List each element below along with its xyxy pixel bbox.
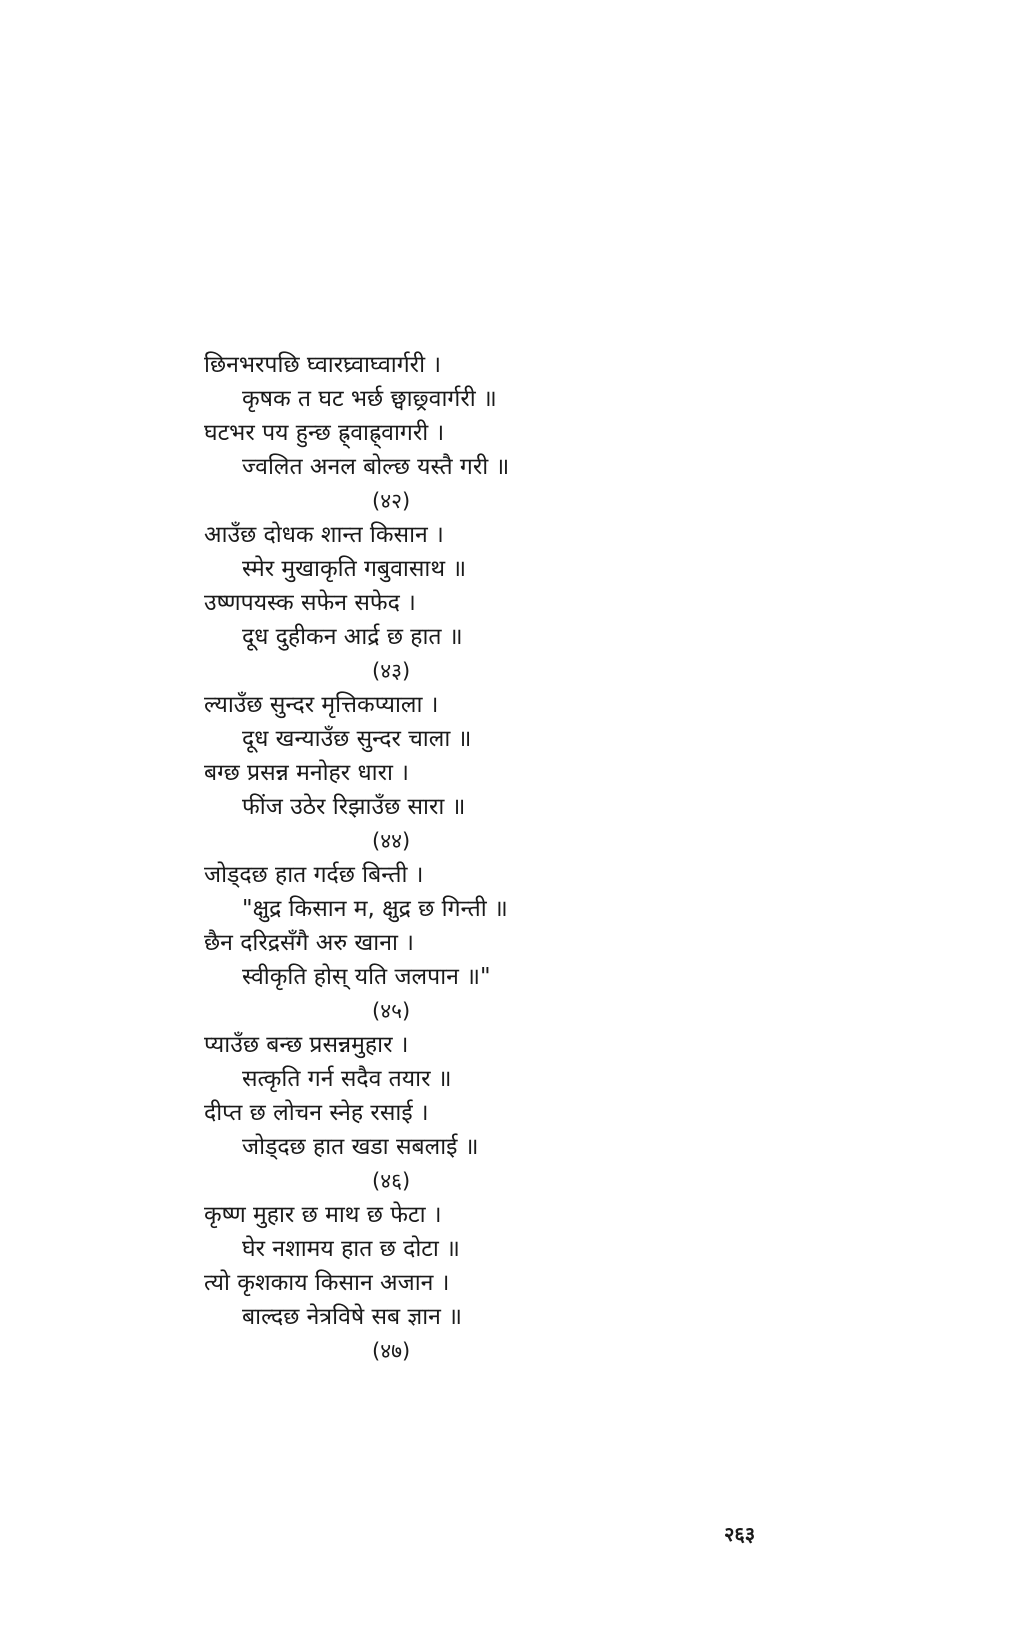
stanza-45 <box>204 858 604 1028</box>
verse-number: (४६) <box>372 1169 411 1193</box>
verse-number: (४२) <box>372 489 411 513</box>
verse-line: आउँछ दोधक शान्त किसान । <box>204 522 444 548</box>
verse-line: घेर नशामय हात छ दोटा ॥ <box>242 1236 460 1262</box>
verse-line: जोड्दछ हात गर्दछ बिन्ती । <box>204 862 424 888</box>
verse-number: (४३) <box>372 659 411 683</box>
stanza-43 <box>204 518 604 688</box>
verse-line: दीप्त छ लोचन स्नेह रसाई । <box>204 1100 429 1126</box>
stanza-47 <box>204 1198 604 1368</box>
verse-number: (४५) <box>372 999 411 1023</box>
verse-line: बाल्दछ नेत्रविषे सब ज्ञान ॥ <box>242 1304 463 1330</box>
verse-line: छैन दरिद्रसँगै अरु खाना । <box>204 930 414 956</box>
verse-line: ज्वलित अनल बोल्छ यस्तै गरी ॥ <box>242 454 510 480</box>
stanza-42 <box>204 348 604 518</box>
verse-number: (४४) <box>372 829 411 853</box>
verse-line: स्मेर मुखाकृति गबुवासाथ ॥ <box>242 556 467 582</box>
verse-line: दूध खन्याउँछ सुन्दर चाला ॥ <box>242 726 472 752</box>
verse-line: प्याउँछ बन्छ प्रसन्नमुहार । <box>204 1032 409 1058</box>
verse-line: त्यो कृशकाय किसान अजान । <box>204 1270 450 1296</box>
verse-line: कृषक त घट भर्छ छ्वाछ्र्वार्गरी ॥ <box>242 386 497 412</box>
verse-line: स्वीकृति होस् यति जलपान ॥" <box>242 964 491 990</box>
verse-line: कृष्ण मुहार छ माथ छ फेटा । <box>204 1202 442 1228</box>
stanza-44 <box>204 688 604 858</box>
verse-line: "क्षुद्र किसान म, क्षुद्र छ गिन्ती ॥ <box>242 896 508 922</box>
verse-line: उष्णपयस्क सफेन सफेद । <box>204 590 416 616</box>
verse-number: (४७) <box>372 1339 411 1363</box>
verse-line: घटभर पय हुन्छ ह्र्वाह्र्वागरी । <box>204 420 445 446</box>
verse-line: ल्याउँछ सुन्दर मृत्तिकप्याला । <box>204 692 439 718</box>
stanza-46 <box>204 1028 604 1198</box>
poem-body <box>204 348 604 1368</box>
verse-line: सत्कृति गर्न सदैव तयार ॥ <box>242 1066 452 1092</box>
verse-line: फींज उठेर रिझाउँछ सारा ॥ <box>242 794 466 820</box>
page-number: २६३ <box>724 1522 756 1546</box>
verse-line: छिनभरपछि घ्वारघ्र्वाघ्वार्गरी । <box>204 352 442 378</box>
verse-line: बग्छ प्रसन्न मनोहर धारा । <box>204 760 409 786</box>
verse-line: जोड्दछ हात खडा सबलाई ॥ <box>242 1134 479 1160</box>
verse-line: दूध दुहीकन आर्द्र छ हात ॥ <box>242 624 463 650</box>
